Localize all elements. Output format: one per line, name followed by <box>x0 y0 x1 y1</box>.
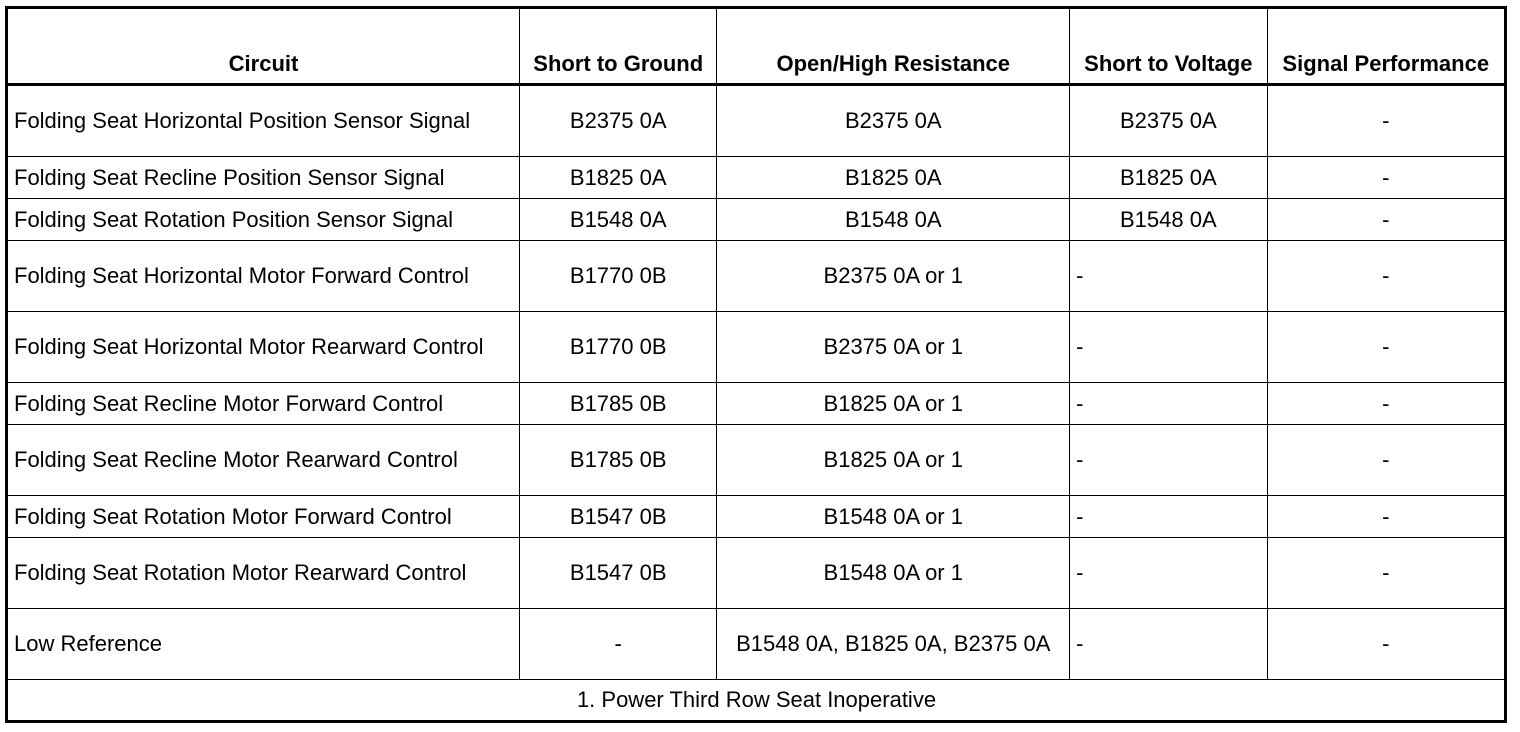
short-to-voltage-cell: B1548 0A <box>1070 199 1267 241</box>
short-to-voltage-cell: - <box>1070 312 1267 383</box>
signal-performance-cell: - <box>1267 241 1506 312</box>
circuit-cell: Folding Seat Rotation Motor Rearward Control <box>7 538 520 609</box>
circuit-cell: Folding Seat Recline Motor Rearward Control <box>7 425 520 496</box>
dtc-circuit-table <box>5 6 1507 723</box>
table-row <box>7 383 1506 425</box>
short-to-ground-cell: B1770 0B <box>520 312 717 383</box>
short-to-ground-cell: B1548 0A <box>520 199 717 241</box>
header-short-to-ground: Short to Ground <box>520 8 717 85</box>
short-to-ground-cell: B1785 0B <box>520 383 717 425</box>
open-high-resistance-cell: B1825 0A <box>717 157 1070 199</box>
footnote-row <box>7 680 1506 722</box>
short-to-voltage-cell: B1825 0A <box>1070 157 1267 199</box>
header-short-to-voltage: Short to Voltage <box>1070 8 1267 85</box>
open-high-resistance-cell: B1825 0A or 1 <box>717 383 1070 425</box>
signal-performance-cell: - <box>1267 496 1506 538</box>
footnote: 1. Power Third Row Seat Inoperative <box>7 680 1506 722</box>
circuit-cell: Folding Seat Horizontal Motor Rearward Control <box>7 312 520 383</box>
signal-performance-cell: - <box>1267 383 1506 425</box>
signal-performance-cell: - <box>1267 85 1506 157</box>
short-to-voltage-cell: B2375 0A <box>1070 85 1267 157</box>
circuit-cell: Folding Seat Recline Position Sensor Signal <box>7 157 520 199</box>
short-to-ground-cell: B1785 0B <box>520 425 717 496</box>
table-row <box>7 157 1506 199</box>
short-to-voltage-cell: - <box>1070 609 1267 680</box>
table-row <box>7 496 1506 538</box>
signal-performance-cell: - <box>1267 199 1506 241</box>
short-to-ground-cell: - <box>520 609 717 680</box>
short-to-ground-cell: B1770 0B <box>520 241 717 312</box>
table-row <box>7 241 1506 312</box>
short-to-voltage-cell: - <box>1070 241 1267 312</box>
table-row <box>7 85 1506 157</box>
open-high-resistance-cell: B2375 0A <box>717 85 1070 157</box>
signal-performance-cell: - <box>1267 312 1506 383</box>
table-row <box>7 609 1506 680</box>
signal-performance-cell: - <box>1267 609 1506 680</box>
circuit-cell: Folding Seat Rotation Position Sensor Signal <box>7 199 520 241</box>
short-to-voltage-cell: - <box>1070 496 1267 538</box>
circuit-cell: Folding Seat Horizontal Position Sensor Signal <box>7 85 520 157</box>
circuit-cell: Folding Seat Horizontal Motor Forward Control <box>7 241 520 312</box>
open-high-resistance-cell: B1548 0A, B1825 0A, B2375 0A <box>717 609 1070 680</box>
short-to-ground-cell: B1825 0A <box>520 157 717 199</box>
short-to-voltage-cell: - <box>1070 425 1267 496</box>
signal-performance-cell: - <box>1267 425 1506 496</box>
open-high-resistance-cell: B1548 0A or 1 <box>717 538 1070 609</box>
open-high-resistance-cell: B2375 0A or 1 <box>717 241 1070 312</box>
open-high-resistance-cell: B2375 0A or 1 <box>717 312 1070 383</box>
header-row <box>7 8 1506 85</box>
header-circuit: Circuit <box>7 8 520 85</box>
short-to-voltage-cell: - <box>1070 538 1267 609</box>
short-to-ground-cell: B1547 0B <box>520 538 717 609</box>
signal-performance-cell: - <box>1267 157 1506 199</box>
circuit-cell: Folding Seat Recline Motor Forward Control <box>7 383 520 425</box>
table-row <box>7 538 1506 609</box>
short-to-voltage-cell: - <box>1070 383 1267 425</box>
open-high-resistance-cell: B1825 0A or 1 <box>717 425 1070 496</box>
circuit-cell: Folding Seat Rotation Motor Forward Control <box>7 496 520 538</box>
short-to-ground-cell: B2375 0A <box>520 85 717 157</box>
table-row <box>7 425 1506 496</box>
circuit-cell: Low Reference <box>7 609 520 680</box>
table-row <box>7 312 1506 383</box>
short-to-ground-cell: B1547 0B <box>520 496 717 538</box>
header-open-high-resistance: Open/High Resistance <box>717 8 1070 85</box>
table-row <box>7 199 1506 241</box>
open-high-resistance-cell: B1548 0A or 1 <box>717 496 1070 538</box>
open-high-resistance-cell: B1548 0A <box>717 199 1070 241</box>
signal-performance-cell: - <box>1267 538 1506 609</box>
header-signal-performance: Signal Performance <box>1267 8 1506 85</box>
